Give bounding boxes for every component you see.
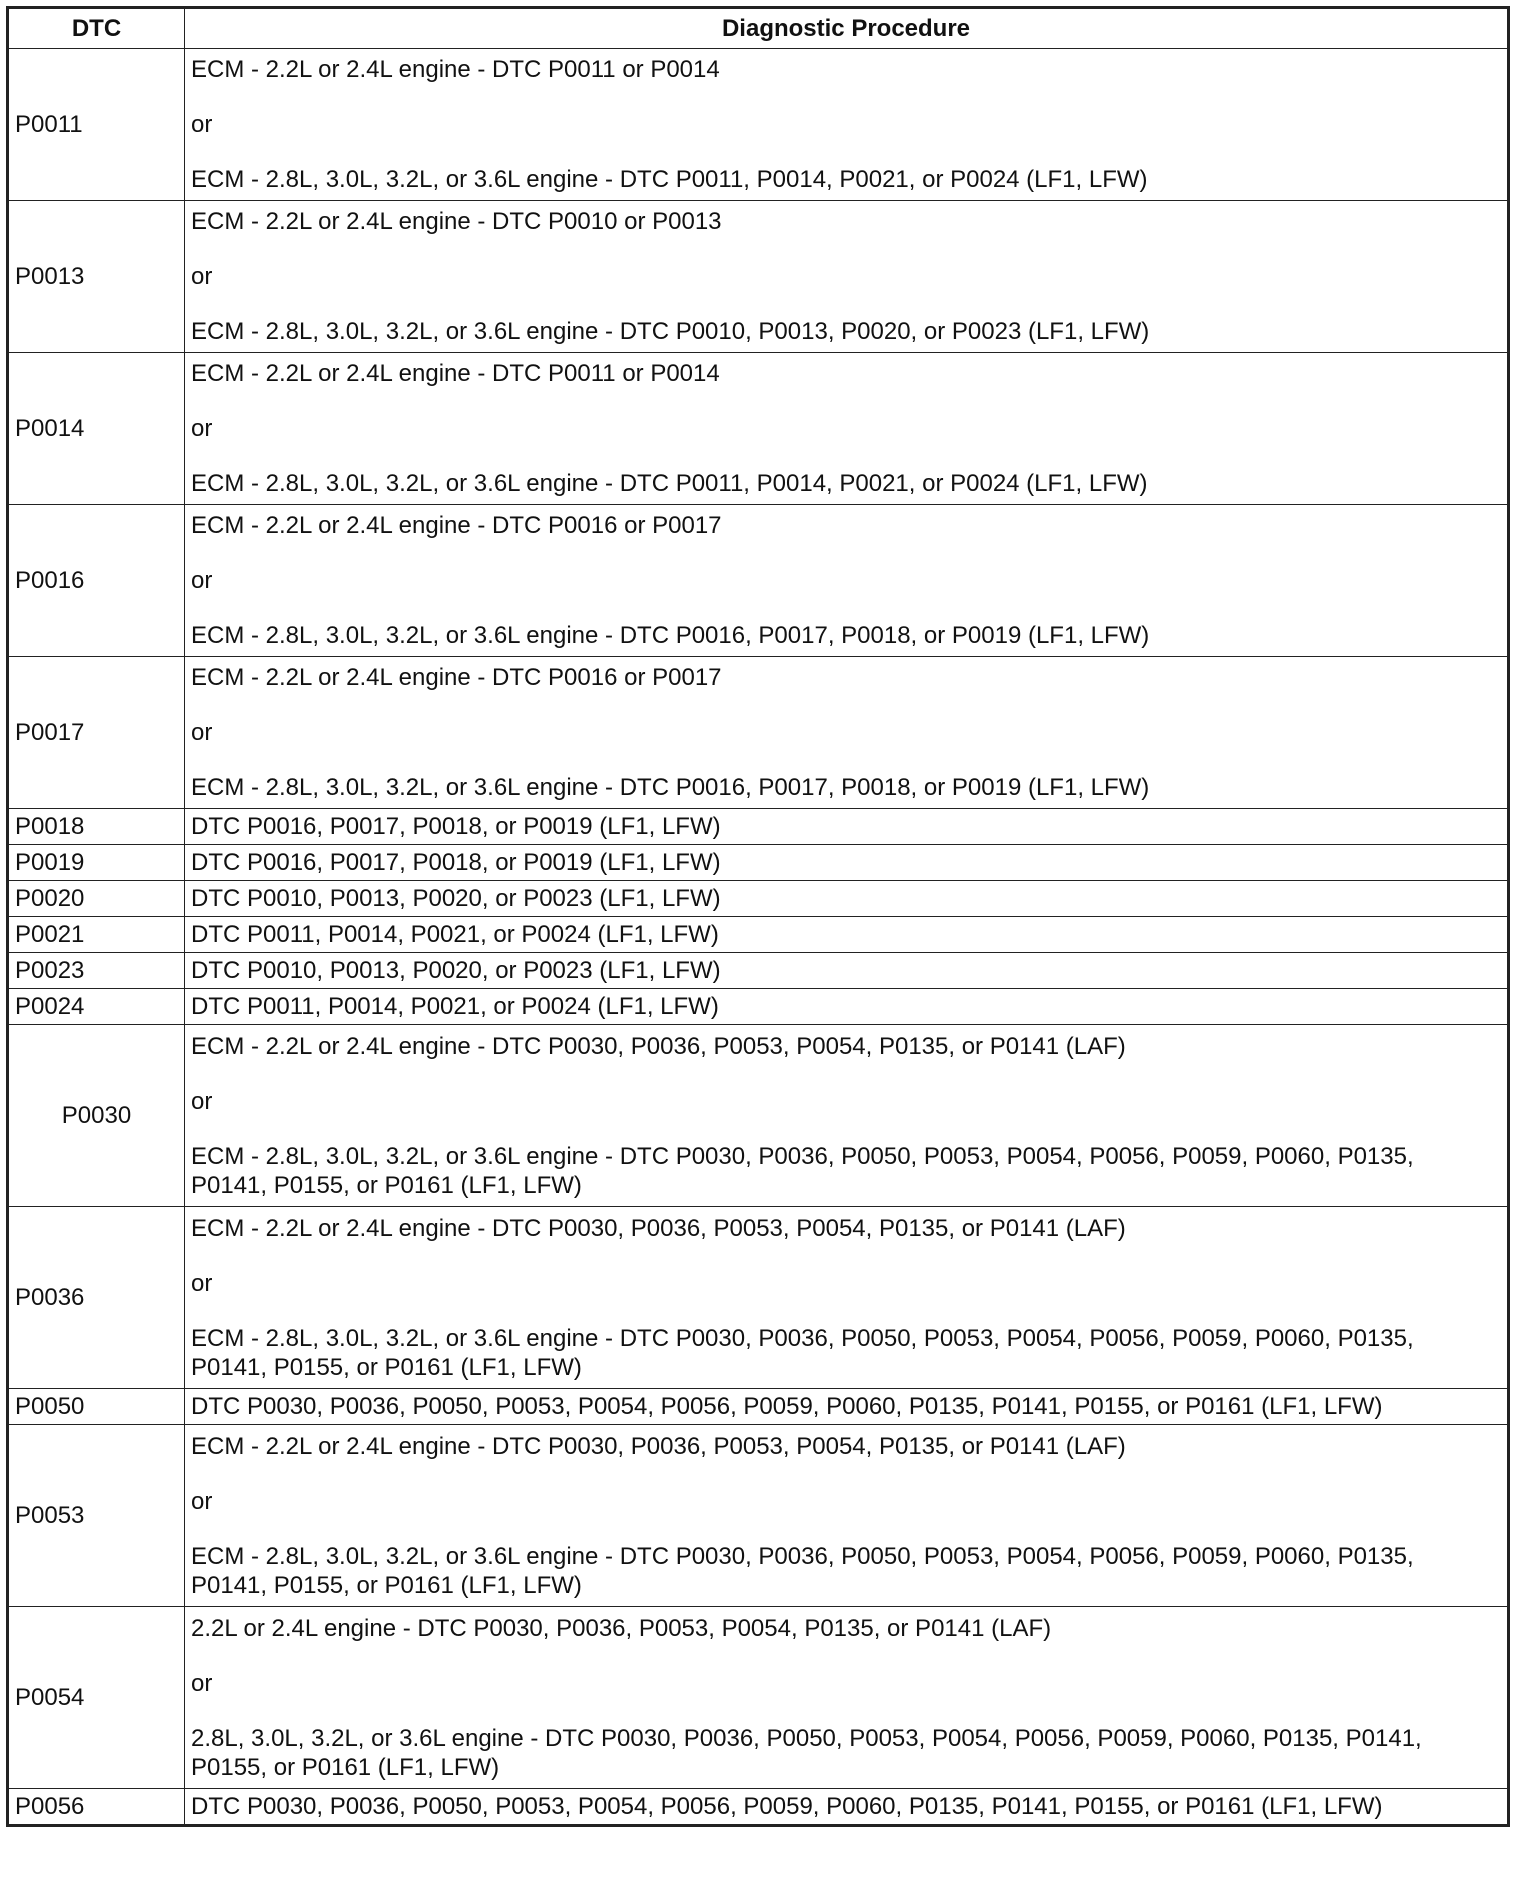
- table-header-row: [8, 8, 1509, 49]
- procedure-column-header: Diagnostic Procedure: [185, 8, 1509, 49]
- procedure-line: ECM - 2.8L, 3.0L, 3.2L, or 3.6L engine - DTC P0010, P0013, P0020, or P0023 (LF1, LFW): [191, 318, 1150, 345]
- dtc-code-cell: P0056: [8, 1789, 185, 1826]
- procedure-cell: [185, 1025, 1509, 1207]
- table-row: [8, 1789, 1509, 1826]
- procedure-cell: [185, 1789, 1509, 1826]
- table-row: [8, 881, 1509, 917]
- procedure-line: DTC P0030, P0036, P0050, P0053, P0054, P0056, P0059, P0060, P0135, P0141, P0155, or P0161 (LF1, LFW): [191, 1393, 1383, 1420]
- procedure-line: ECM - 2.8L, 3.0L, 3.2L, or 3.6L engine - DTC P0016, P0017, P0018, or P0019 (LF1, LFW): [191, 774, 1150, 801]
- procedure-line: 2.8L, 3.0L, 3.2L, or 3.6L engine - DTC P0030, P0036, P0050, P0053, P0054, P0056, P0059, P0060, P0135, P0141, P0155, or P0161 (LF1, LFW): [191, 1724, 1422, 1781]
- procedure-cell: [185, 1207, 1509, 1389]
- procedure-cell: [185, 1389, 1509, 1425]
- dtc-code-cell: P0018: [8, 809, 185, 845]
- procedure-line: ECM - 2.8L, 3.0L, 3.2L, or 3.6L engine - DTC P0016, P0017, P0018, or P0019 (LF1, LFW): [191, 622, 1150, 649]
- procedure-line: DTC P0010, P0013, P0020, or P0023 (LF1, LFW): [191, 885, 721, 912]
- dtc-code-cell: P0054: [8, 1607, 185, 1789]
- procedure-cell: [185, 953, 1509, 989]
- table-row: [8, 1025, 1509, 1207]
- procedure-or-separator: or: [191, 719, 213, 746]
- procedure-cell: [185, 881, 1509, 917]
- dtc-code-cell: P0011: [8, 49, 185, 201]
- procedure-line: ECM - 2.8L, 3.0L, 3.2L, or 3.6L engine - DTC P0030, P0036, P0050, P0053, P0054, P0056, P0059, P0060, P0135, P0141, P0155, or P0161 (LF1, LFW): [191, 1542, 1414, 1599]
- procedure-or-separator: or: [191, 415, 213, 442]
- table-row: [8, 917, 1509, 953]
- procedure-or-separator: or: [191, 1487, 213, 1515]
- dtc-code-cell: P0023: [8, 953, 185, 989]
- table-row: [8, 1207, 1509, 1389]
- procedure-cell: [185, 917, 1509, 953]
- procedure-cell: [185, 809, 1509, 845]
- dtc-code-cell: P0019: [8, 845, 185, 881]
- procedure-or-separator: or: [191, 567, 213, 594]
- procedure-cell: [185, 989, 1509, 1025]
- procedure-cell: [185, 505, 1509, 657]
- procedure-line: DTC P0030, P0036, P0050, P0053, P0054, P0056, P0059, P0060, P0135, P0141, P0155, or P0161 (LF1, LFW): [191, 1793, 1383, 1820]
- dtc-code-cell: P0020: [8, 881, 185, 917]
- procedure-cell: [185, 845, 1509, 881]
- procedure-line: ECM - 2.2L or 2.4L engine - DTC P0011 or P0014: [191, 360, 720, 387]
- procedure-line: ECM - 2.8L, 3.0L, 3.2L, or 3.6L engine - DTC P0011, P0014, P0021, or P0024 (LF1, LFW): [191, 470, 1148, 497]
- dtc-code-cell: P0024: [8, 989, 185, 1025]
- procedure-line: DTC P0016, P0017, P0018, or P0019 (LF1, LFW): [191, 813, 721, 840]
- procedure-or-separator: or: [191, 111, 213, 138]
- procedure-line: DTC P0011, P0014, P0021, or P0024 (LF1, LFW): [191, 921, 719, 948]
- dtc-code-cell: P0014: [8, 353, 185, 505]
- procedure-line: ECM - 2.8L, 3.0L, 3.2L, or 3.6L engine - DTC P0030, P0036, P0050, P0053, P0054, P0056, P0059, P0060, P0135, P0141, P0155, or P0161 (LF1, LFW): [191, 1324, 1414, 1381]
- procedure-cell: [185, 353, 1509, 505]
- procedure-line: ECM - 2.2L or 2.4L engine - DTC P0030, P0036, P0053, P0054, P0135, or P0141 (LAF): [191, 1032, 1126, 1060]
- procedure-or-separator: or: [191, 1669, 213, 1697]
- dtc-code-cell: P0053: [8, 1425, 185, 1607]
- table-row: [8, 505, 1509, 657]
- table-row: [8, 989, 1509, 1025]
- procedure-line: ECM - 2.2L or 2.4L engine - DTC P0030, P0036, P0053, P0054, P0135, or P0141 (LAF): [191, 1432, 1126, 1460]
- procedure-line: ECM - 2.2L or 2.4L engine - DTC P0030, P0036, P0053, P0054, P0135, or P0141 (LAF): [191, 1214, 1126, 1242]
- table-row: [8, 657, 1509, 809]
- procedure-line: ECM - 2.8L, 3.0L, 3.2L, or 3.6L engine - DTC P0030, P0036, P0050, P0053, P0054, P0056, P0059, P0060, P0135, P0141, P0155, or P0161 (LF1, LFW): [191, 1142, 1414, 1199]
- dtc-code-cell: P0050: [8, 1389, 185, 1425]
- procedure-line: ECM - 2.2L or 2.4L engine - DTC P0016 or P0017: [191, 512, 722, 539]
- dtc-table: [6, 6, 1510, 1827]
- procedure-line: 2.2L or 2.4L engine - DTC P0030, P0036, P0053, P0054, P0135, or P0141 (LAF): [191, 1614, 1052, 1642]
- procedure-cell: [185, 201, 1509, 353]
- dtc-code-cell: P0036: [8, 1207, 185, 1389]
- dtc-code-cell: P0013: [8, 201, 185, 353]
- table-row: [8, 1389, 1509, 1425]
- dtc-code-cell: P0021: [8, 917, 185, 953]
- procedure-or-separator: or: [191, 1269, 213, 1297]
- dtc-procedure-document: [6, 6, 1510, 1827]
- procedure-line: DTC P0010, P0013, P0020, or P0023 (LF1, LFW): [191, 957, 721, 984]
- dtc-code-cell: P0016: [8, 505, 185, 657]
- procedure-cell: [185, 49, 1509, 201]
- table-row: [8, 49, 1509, 201]
- table-row: [8, 353, 1509, 505]
- table-body: [8, 49, 1509, 1826]
- procedure-or-separator: or: [191, 1087, 213, 1115]
- dtc-code-cell: P0017: [8, 657, 185, 809]
- table-row: [8, 201, 1509, 353]
- procedure-or-separator: or: [191, 263, 213, 290]
- procedure-line: ECM - 2.2L or 2.4L engine - DTC P0011 or P0014: [191, 56, 720, 83]
- procedure-line: DTC P0016, P0017, P0018, or P0019 (LF1, LFW): [191, 849, 721, 876]
- dtc-code-cell: P0030: [8, 1025, 185, 1207]
- procedure-cell: [185, 657, 1509, 809]
- table-row: [8, 1607, 1509, 1789]
- table-row: [8, 953, 1509, 989]
- procedure-cell: [185, 1425, 1509, 1607]
- dtc-column-header: DTC: [8, 8, 185, 49]
- procedure-cell: [185, 1607, 1509, 1789]
- procedure-line: ECM - 2.8L, 3.0L, 3.2L, or 3.6L engine - DTC P0011, P0014, P0021, or P0024 (LF1, LFW): [191, 166, 1148, 193]
- procedure-line: ECM - 2.2L or 2.4L engine - DTC P0016 or P0017: [191, 664, 722, 691]
- table-row: [8, 1425, 1509, 1607]
- table-row: [8, 845, 1509, 881]
- procedure-line: ECM - 2.2L or 2.4L engine - DTC P0010 or P0013: [191, 208, 722, 235]
- table-row: [8, 809, 1509, 845]
- procedure-line: DTC P0011, P0014, P0021, or P0024 (LF1, LFW): [191, 993, 719, 1020]
